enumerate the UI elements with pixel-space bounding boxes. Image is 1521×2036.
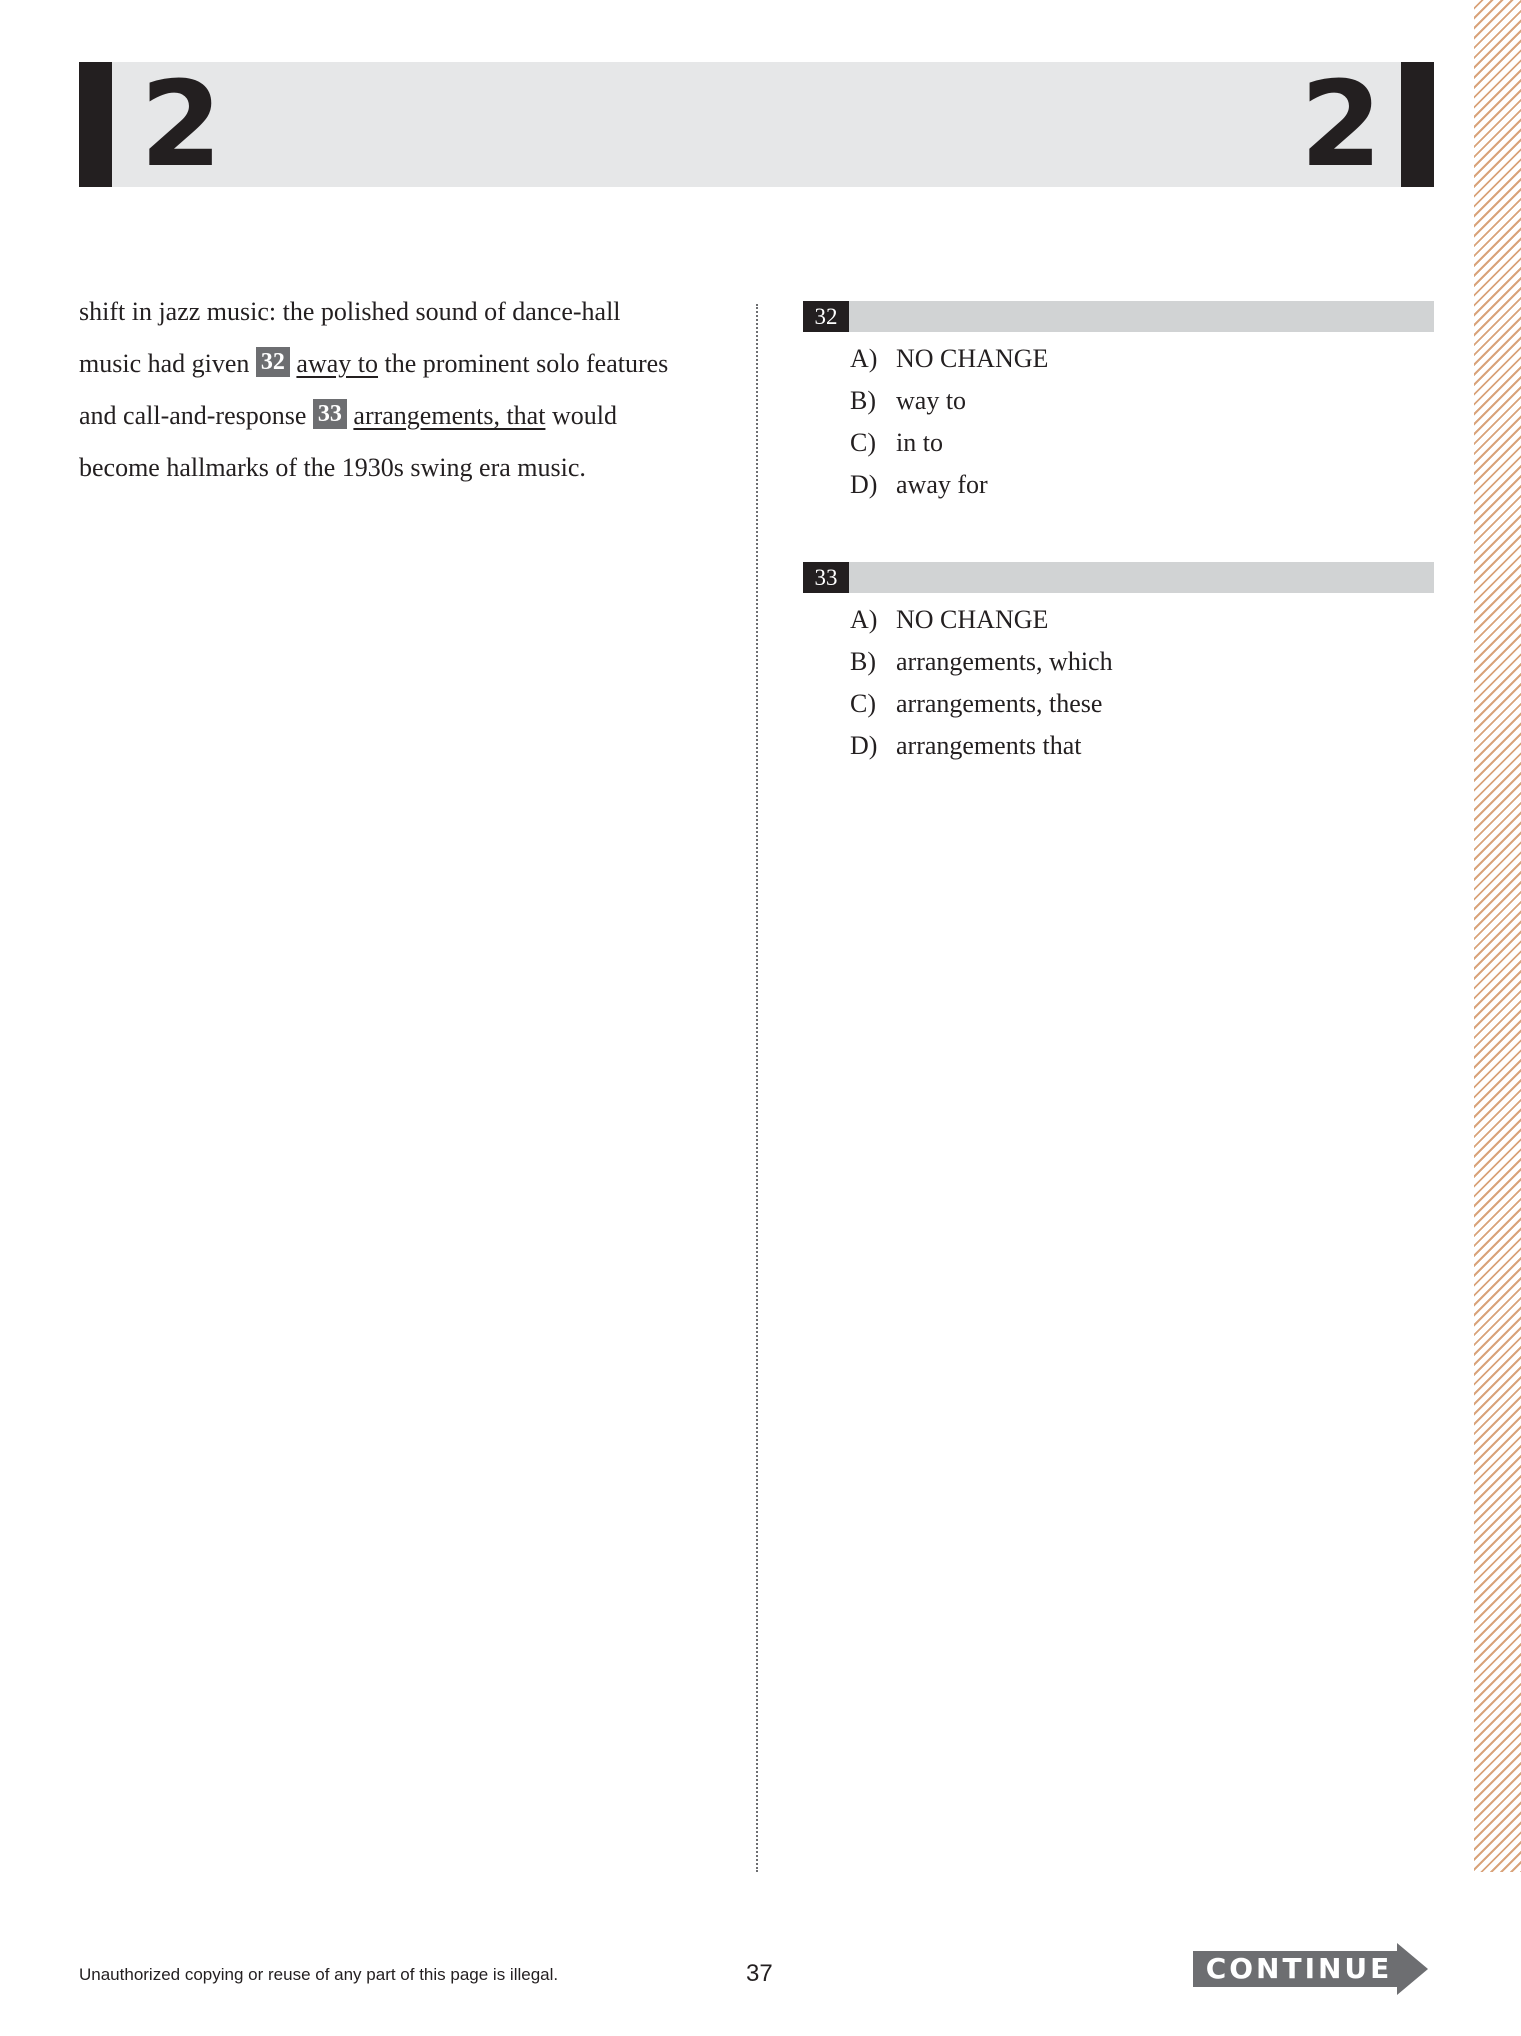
question-33-option-b[interactable] xyxy=(803,641,1434,683)
question-32-number: 32 xyxy=(803,301,849,332)
option-text: arrangements, these xyxy=(896,689,1103,718)
question-33-marker[interactable]: 33 xyxy=(313,399,347,429)
option-letter: D) xyxy=(850,470,878,499)
option-text: way to xyxy=(896,386,967,415)
question-32-option-a[interactable] xyxy=(803,338,1434,380)
continue-button[interactable] xyxy=(1193,1943,1428,1995)
option-letter: B) xyxy=(850,647,876,676)
question-33-header xyxy=(803,562,1434,593)
question-33-option-a[interactable] xyxy=(803,599,1434,641)
decorative-stripes xyxy=(1474,0,1521,1872)
option-letter: D) xyxy=(850,731,878,760)
question-33-option-d[interactable] xyxy=(803,725,1434,767)
continue-label: CONTINUE xyxy=(1205,1952,1393,1985)
passage-line xyxy=(79,390,719,442)
section-number-right: 2 xyxy=(1300,55,1383,193)
question-32-option-b[interactable] xyxy=(803,380,1434,422)
section-header-band xyxy=(79,55,1434,193)
option-text: arrangements that xyxy=(896,731,1082,760)
question-32-marker[interactable]: 32 xyxy=(256,347,290,377)
option-text: away for xyxy=(896,470,988,499)
section-header-left-bar xyxy=(79,62,112,187)
passage-line-text: the prominent solo features xyxy=(384,349,669,378)
option-text: arrangements, which xyxy=(896,647,1113,676)
question-32-option-c[interactable] xyxy=(803,422,1434,464)
section-header-right-bar xyxy=(1401,62,1434,187)
option-letter: C) xyxy=(850,428,876,457)
page-number: 37 xyxy=(746,1960,773,1987)
question-33-options xyxy=(803,599,1434,767)
question-32-options xyxy=(803,338,1434,506)
option-text: NO CHANGE xyxy=(896,605,1049,634)
passage-line-text: and call-and-response xyxy=(79,401,307,430)
question-33-block xyxy=(803,562,1434,767)
option-text: in to xyxy=(896,428,943,457)
question-33-underlined-text[interactable]: arrangements, that xyxy=(353,401,546,430)
copyright-notice: Unauthorized copying or reuse of any part of this page is illegal. xyxy=(79,1965,559,1984)
question-32-option-d[interactable] xyxy=(803,464,1434,506)
option-text: NO CHANGE xyxy=(896,344,1049,373)
passage-line xyxy=(79,442,719,494)
question-32-underlined-text[interactable]: away to xyxy=(296,349,379,378)
question-32-block xyxy=(803,301,1434,506)
passage-line-text: would xyxy=(551,401,617,430)
passage-line-text: shift in jazz music: the polished sound of dance-hall xyxy=(79,297,621,326)
option-letter: B) xyxy=(850,386,876,415)
passage-text xyxy=(79,286,719,494)
passage-line-text: become hallmarks of the 1930s swing era music. xyxy=(79,453,586,482)
question-32-header xyxy=(803,301,1434,332)
option-letter: C) xyxy=(850,689,876,718)
passage-line xyxy=(79,338,719,390)
option-letter: A) xyxy=(850,605,878,634)
question-33-number: 33 xyxy=(803,562,849,593)
passage-line-text: music had given xyxy=(79,349,250,378)
question-33-option-c[interactable] xyxy=(803,683,1434,725)
section-number-left: 2 xyxy=(140,55,223,193)
option-letter: A) xyxy=(850,344,878,373)
passage-line xyxy=(79,286,719,338)
column-divider xyxy=(756,304,758,1872)
